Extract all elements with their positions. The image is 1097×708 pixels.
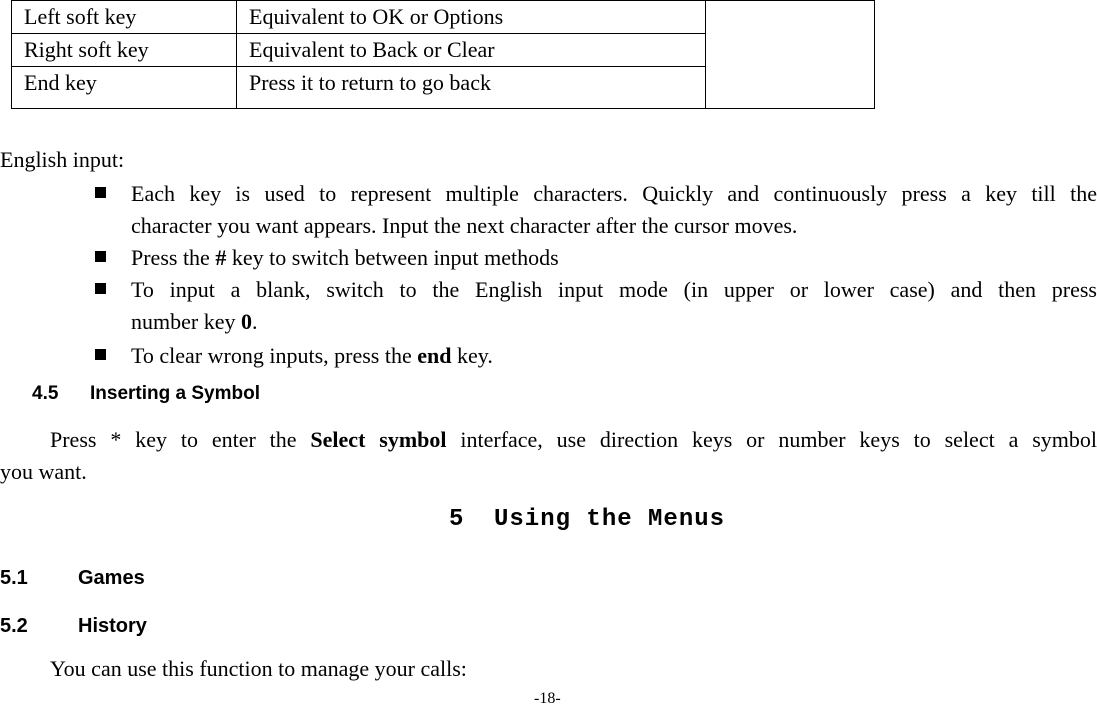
- square-bullet-icon: [95, 349, 106, 360]
- paragraph-text: Press * key to enter the: [50, 427, 310, 452]
- table-cell-key: Left soft key: [12, 1, 237, 34]
- bullet-text: key to switch between input methods: [226, 245, 558, 270]
- list-item: [95, 242, 1097, 274]
- table-cell-key: End key: [12, 67, 237, 109]
- table-cell-empty: [706, 1, 875, 109]
- bullet-text: Press the: [131, 245, 215, 270]
- paragraph-text: interface, use direction keys or number keys to select a symbol: [447, 427, 1097, 452]
- chapter-title: Using the Menus: [494, 506, 725, 533]
- bullet-text: key.: [451, 343, 492, 368]
- chapter-number: 5: [449, 506, 464, 533]
- history-paragraph: You can use this function to manage your calls:: [50, 655, 467, 683]
- section-title: Games: [78, 567, 145, 590]
- section-title: Inserting a Symbol: [90, 383, 260, 405]
- section-title: History: [78, 615, 147, 638]
- end-key-label: end: [417, 343, 451, 368]
- section-number: 5.1: [0, 567, 28, 590]
- bullet-text: .: [252, 309, 258, 334]
- bullet-text-line: Each key is used to represent multiple characters. Quickly and continuously press a key till the: [131, 178, 1097, 210]
- english-input-heading: English input:: [0, 146, 124, 174]
- bullet-text-line: character you want appears. Input the next character after the cursor moves.: [131, 210, 1097, 242]
- table-cell-desc: Equivalent to OK or Options: [237, 1, 706, 34]
- section-number: 4.5: [32, 383, 58, 405]
- table-row: [12, 1, 875, 34]
- symbol-paragraph: [0, 424, 1097, 488]
- zero-key-label: 0: [241, 309, 252, 334]
- page-number: -18-: [534, 690, 561, 708]
- section-number: 5.2: [0, 615, 28, 638]
- list-item: [95, 178, 1097, 242]
- bullet-text: number key: [131, 309, 241, 334]
- select-symbol-label: Select symbol: [310, 427, 446, 452]
- list-item: [95, 274, 1097, 338]
- table-cell-desc: Press it to return to go back: [237, 67, 706, 109]
- bullet-text: To clear wrong inputs, press the: [131, 343, 417, 368]
- table-cell-key: Right soft key: [12, 34, 237, 67]
- hash-key-label: #: [215, 245, 226, 270]
- list-item: [95, 340, 1097, 372]
- paragraph-text: you want.: [0, 456, 1097, 488]
- square-bullet-icon: [95, 251, 106, 262]
- key-function-table: [11, 0, 875, 109]
- square-bullet-icon: [95, 283, 106, 294]
- table-cell-desc: Equivalent to Back or Clear: [237, 34, 706, 67]
- bullet-text-line: To input a blank, switch to the English input mode (in upper or lower case) and then press: [131, 274, 1097, 306]
- square-bullet-icon: [95, 187, 106, 198]
